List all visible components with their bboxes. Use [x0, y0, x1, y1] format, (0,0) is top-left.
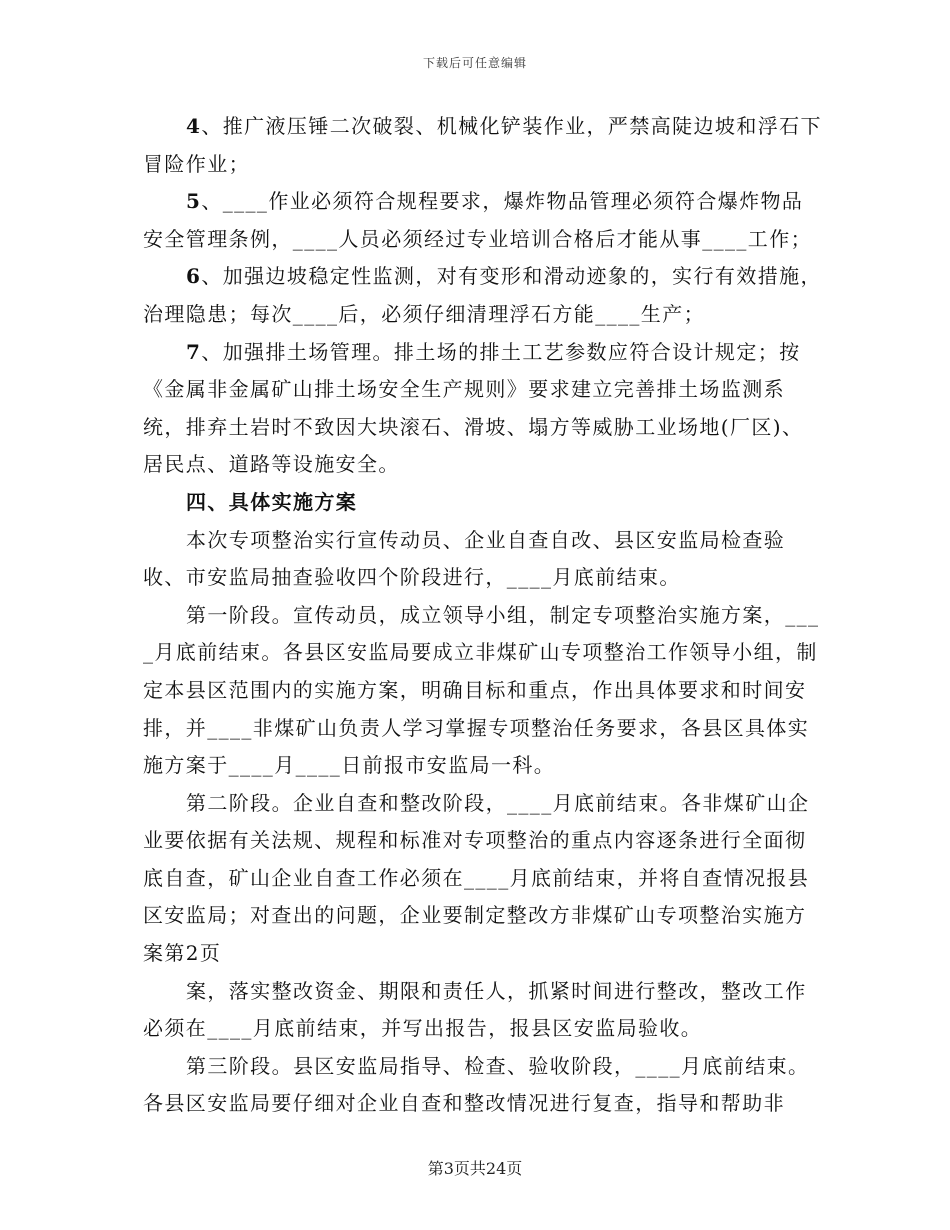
item-number: 7: [186, 339, 202, 364]
item-number: 5: [186, 189, 202, 214]
item-number: 4: [186, 114, 202, 138]
page-header: 下载后可任意编辑: [422, 56, 527, 70]
paragraph-stage-three: 第三阶段。县区安监局指导、检查、验收阶段，____月底前结束。各县区安监局要仔细对企业自查和整改情况进行复查，指导和帮助非: [143, 1053, 810, 1116]
paragraph-stage-two-continued: 案，落实整改资金、期限和责任人，抓紧时间进行整改，整改工作必须在____月底前结束，并写出报告，报县区安监局验收。: [143, 978, 807, 1041]
paragraph-text: 、推广液压锤二次破裂、机械化铲装作业，严禁高陡边坡和浮石下冒险作业；: [143, 114, 822, 176]
paragraph-item-7: [143, 334, 823, 484]
paragraph-stage-one: 第一阶段。宣传动员，成立领导小组，制定专项整治实施方案，____月底前结束。各县区安监局要成立非煤矿山专项整治工作领导小组，制定本县区范围内的实施方案，明确目标和重点，作出具体要求和时间安排，并____非煤矿山负责人学习掌握专项整治任务要求，各县区具体实施方案于____月____日前报市安监局一科。: [143, 602, 820, 778]
paragraph-item-6: [143, 258, 823, 333]
section-heading: 四、具体实施方案: [186, 489, 358, 514]
paragraph-text: 、加强边坡稳定性监测，对有变形和滑动迹象的，实行有效措施，治理隐患；每次____后，必须仔细清理浮石方能____生产；: [143, 264, 822, 326]
paragraph-text: 、____作业必须符合规程要求，爆炸物品管理必须符合爆炸物品安全管理条例，____人员必须经过专业培训合格后才能从事____工作；: [143, 189, 812, 251]
paragraph-text: 、加强排土场管理。排土场的排土工艺参数应符合设计规定；按《金属非金属矿山排土场安全生产规则》要求建立完善排土场监测系统，排弃土岩时不致因大块滚石、滑坡、塌方等威胁工业场地(厂区)、居民点、道路等设施安全。: [143, 339, 804, 477]
paragraph-overview: 本次专项整治实行宣传动员、企业自查自改、县区安监局检查验收、市安监局抽查验收四个阶段进行，____月底前结束。: [143, 527, 786, 590]
paragraph-stage-two: 第二阶段。企业自查和整改阶段，____月底前结束。各非煤矿山企业要依据有关法规、规程和标准对专项整治的重点内容逐条进行全面彻底自查，矿山企业自查工作必须在____月底前结束，并将自查情况报县区安监局；对查出的问题，企业要制定整改方非煤矿山专项整治实施方案第2页: [143, 790, 810, 966]
paragraph-item-5: [143, 183, 823, 258]
item-number: 6: [186, 264, 202, 289]
paragraph-item-4: [143, 108, 823, 183]
document-body: [143, 108, 823, 1123]
page-footer: 第3页共24页: [427, 1159, 523, 1178]
